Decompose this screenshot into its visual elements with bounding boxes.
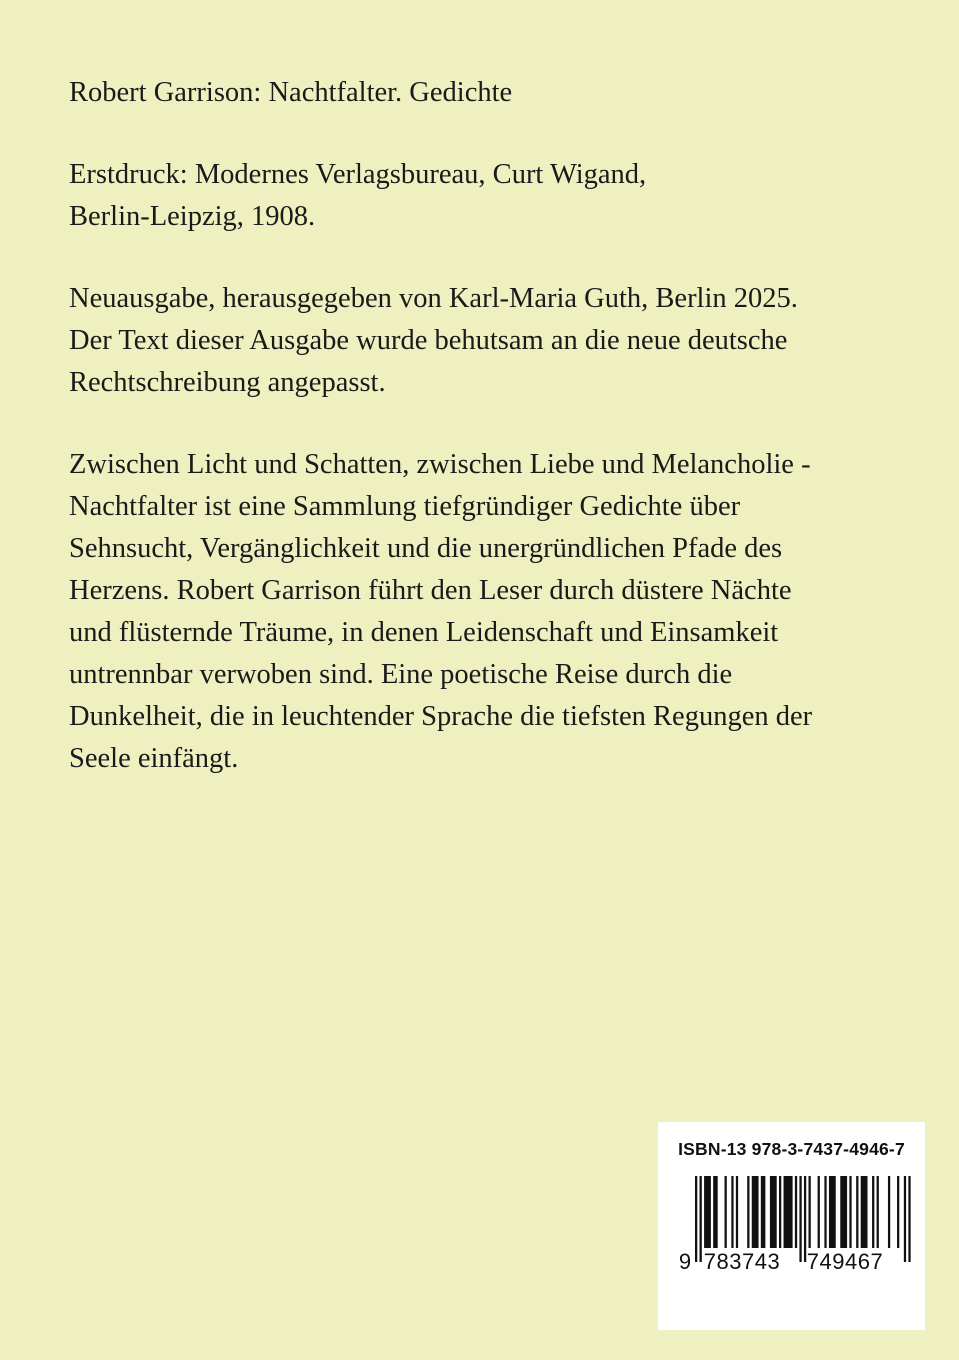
- barcode-bar: [872, 1176, 874, 1248]
- blurb-line: Nachtfalter ist eine Sammlung tiefgründiger Gedichte über: [69, 491, 741, 522]
- barcode-bar: [731, 1176, 733, 1248]
- barcode-bar: [809, 1176, 811, 1248]
- barcode-bar: [877, 1176, 879, 1248]
- barcode-guard-bar: [904, 1176, 906, 1262]
- first-print-line: Berlin-Leipzig, 1908.: [69, 201, 316, 232]
- barcode-bar: [829, 1176, 836, 1248]
- barcode-bar: [888, 1176, 890, 1248]
- barcode-bar: [795, 1176, 797, 1248]
- barcode-bar: [713, 1176, 718, 1248]
- blurb-paragraph: [69, 444, 919, 780]
- blurb-line: Seele einfängt.: [69, 743, 239, 774]
- blurb-line: untrennbar verwoben sind. Eine poetische Reise durch die: [69, 659, 733, 690]
- blurb-line: Sehnsucht, Vergänglichkeit und die unergründlichen Pfade des: [69, 533, 783, 564]
- barcode-guard-bar: [908, 1176, 910, 1262]
- barcode-bar: [856, 1176, 858, 1248]
- blurb-line: und flüsternde Träume, in denen Leidenschaft und Einsamkeit: [69, 617, 779, 648]
- edition-paragraph: [69, 278, 919, 404]
- barcode-bar: [818, 1176, 820, 1248]
- isbn-barcode-box: [658, 1122, 925, 1330]
- blurb-line: Herzens. Robert Garrison führt den Leser durch düstere Nächte: [69, 575, 792, 606]
- barcode-guard-bar: [695, 1176, 697, 1262]
- barcode-bar: [824, 1176, 826, 1248]
- barcode-bar: [770, 1176, 777, 1248]
- edition-line: Der Text dieser Ausgabe wurde behutsam an die neue deutsche: [69, 325, 788, 356]
- blurb-line: Zwischen Licht und Schatten, zwischen Liebe und Melancholie -: [69, 449, 811, 480]
- back-cover-text: [69, 72, 919, 780]
- edition-line: Neuausgabe, herausgegeben von Karl-Maria Guth, Berlin 2025.: [69, 283, 798, 314]
- first-print-line: Erstdruck: Modernes Verlagsbureau, Curt Wigand,: [69, 159, 647, 190]
- edition-line: Rechtschreibung angepasst.: [69, 367, 386, 398]
- barcode-bar: [736, 1176, 738, 1248]
- barcode-bar: [861, 1176, 868, 1248]
- blurb-line: Dunkelheit, die in leuchtender Sprache die tiefsten Regungen der: [69, 701, 813, 732]
- ean13-barcode: [658, 1122, 925, 1330]
- barcode-bar: [747, 1176, 749, 1248]
- barcode-bar: [725, 1176, 727, 1248]
- barcode-bar: [779, 1176, 781, 1248]
- barcode-guard-bar: [700, 1176, 702, 1262]
- isbn-label: ISBN-13 978-3-7437-4946-7: [678, 1139, 905, 1159]
- book-title-line: Robert Garrison: Nachtfalter. Gedichte: [69, 77, 513, 108]
- barcode-bar: [752, 1176, 759, 1248]
- barcode-digits-left: 783743: [703, 1249, 781, 1274]
- barcode-guard-bar: [799, 1176, 801, 1262]
- barcode-bar: [704, 1176, 711, 1248]
- barcode-bar: [761, 1176, 766, 1248]
- barcode-bar: [897, 1176, 899, 1248]
- barcode-bar: [840, 1176, 847, 1248]
- first-print-paragraph: [69, 154, 919, 238]
- barcode-digits-right: 749467: [806, 1249, 884, 1274]
- barcode-digit-first: 9: [678, 1249, 692, 1274]
- barcode-bar: [849, 1176, 851, 1248]
- barcode-bar: [784, 1176, 793, 1248]
